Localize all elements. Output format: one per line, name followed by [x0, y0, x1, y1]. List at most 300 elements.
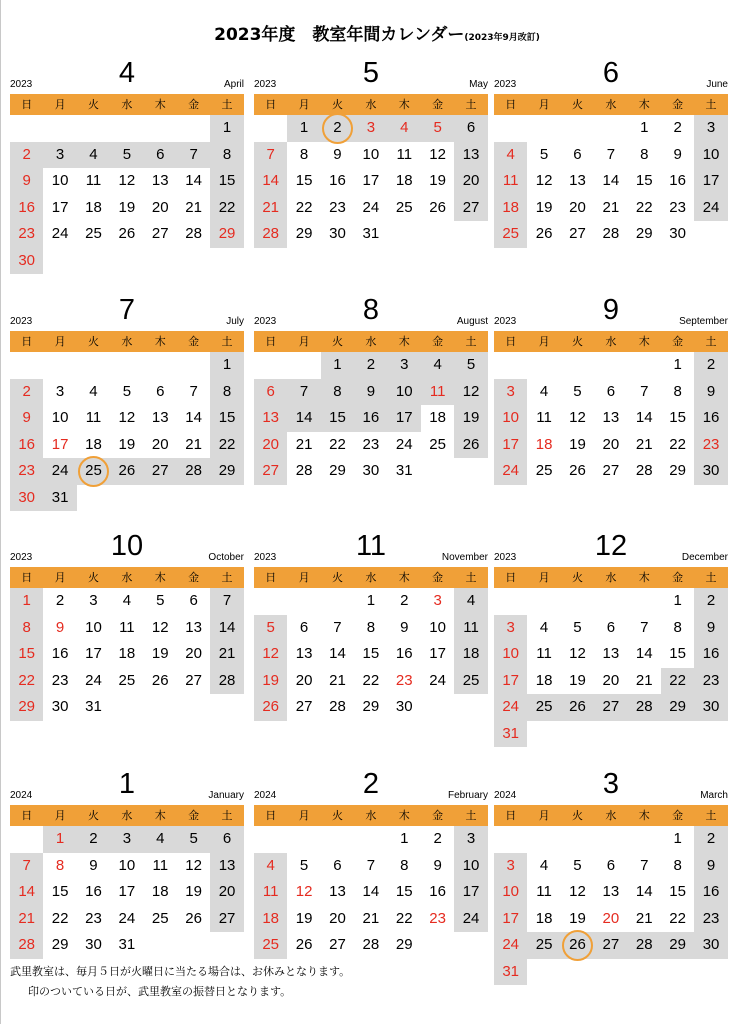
weekday-header-row [494, 331, 728, 352]
day-cell: 12 [151, 618, 169, 636]
month-header [494, 530, 728, 567]
day-cell: 18 [494, 195, 527, 222]
weekday-label: 土 [221, 335, 233, 348]
weekday-label: 月 [298, 98, 310, 111]
month-year: 2023 [494, 552, 517, 563]
day-cell: 10 [494, 405, 527, 432]
day-cell: 20 [602, 909, 620, 927]
day-cell: 14 [602, 172, 620, 189]
weekday-label: 火 [87, 571, 99, 584]
day-cell: 26 [429, 198, 446, 216]
empty-cell [494, 588, 527, 615]
day-cell: 5 [299, 856, 309, 874]
day-cell: 17 [362, 172, 380, 189]
day-cell: 19 [569, 909, 586, 927]
month-header [254, 768, 488, 805]
day-cell: 23 [429, 909, 446, 927]
day-cell: 29 [210, 458, 243, 485]
day-cell: 15 [669, 409, 686, 426]
empty-cell [110, 352, 143, 379]
day-cell: 21 [185, 198, 202, 216]
day-cell: 20 [295, 671, 313, 689]
day-cell: 17 [51, 435, 69, 453]
day-cell: 31 [85, 698, 102, 715]
weekday-label: 火 [571, 335, 583, 348]
day-cell: 30 [10, 248, 43, 275]
day-cell: 24 [362, 198, 380, 216]
empty-cell [77, 115, 110, 142]
day-cell: 25 [494, 221, 527, 248]
weekday-label: 木 [638, 571, 650, 584]
weekday-label: 木 [154, 335, 166, 348]
day-cell: 19 [151, 645, 169, 662]
day-cell: 13 [295, 645, 313, 662]
weekday-label: 水 [605, 335, 617, 348]
empty-cell [10, 826, 43, 853]
empty-cell [10, 115, 43, 142]
day-cell: 3 [494, 379, 527, 406]
day-cell: 2 [10, 142, 43, 169]
week-row [10, 879, 244, 906]
day-cell: 15 [10, 641, 43, 668]
week-row [254, 615, 488, 642]
month-number: 10 [110, 530, 144, 562]
month-year: 2023 [10, 552, 33, 563]
month-may [254, 57, 488, 248]
day-cell: 30 [669, 225, 686, 242]
weekday-label: 日 [21, 335, 33, 348]
day-cell: 17 [429, 645, 446, 662]
weekday-label: 火 [331, 335, 343, 348]
weekday-label: 月 [54, 809, 66, 822]
weekday-label: 月 [538, 335, 550, 348]
weekday-label: 木 [398, 335, 410, 348]
day-cell: 27 [329, 936, 346, 953]
month-number: 12 [594, 530, 628, 562]
day-cell: 6 [606, 618, 616, 636]
day-cell: 2 [77, 826, 110, 853]
weekday-label: 木 [398, 98, 410, 111]
day-grid [254, 588, 488, 721]
day-cell: 2 [10, 379, 43, 406]
month-year: 2023 [10, 79, 33, 90]
day-cell: 6 [333, 856, 342, 874]
day-cell: 29 [51, 936, 69, 953]
empty-cell [144, 485, 177, 512]
day-cell: 9 [694, 853, 727, 880]
day-cell: 12 [185, 856, 202, 874]
empty-cell [454, 932, 487, 959]
day-cell: 13 [151, 409, 169, 426]
day-cell: 24 [51, 225, 69, 242]
week-row [494, 405, 728, 432]
empty-cell [594, 826, 627, 853]
day-cell: 7 [254, 142, 287, 169]
weekday-label: 水 [365, 98, 377, 111]
weekday-label: 月 [54, 571, 66, 584]
day-grid [254, 115, 488, 248]
day-cell: 14 [287, 405, 320, 432]
month-name: March [700, 790, 728, 801]
day-cell: 8 [55, 856, 65, 874]
day-cell: 11 [536, 645, 552, 662]
weekday-label: 月 [298, 571, 310, 584]
day-cell: 14 [635, 645, 653, 662]
weekday-label: 火 [87, 98, 99, 111]
day-cell: 7 [366, 856, 376, 874]
weekday-label: 水 [121, 809, 133, 822]
week-row [254, 879, 488, 906]
day-cell: 20 [210, 879, 243, 906]
empty-cell [454, 221, 487, 248]
empty-cell [177, 352, 210, 379]
day-cell: 31 [494, 721, 527, 748]
empty-cell [177, 248, 210, 275]
day-cell: 19 [254, 668, 287, 695]
day-cell: 18 [535, 671, 553, 689]
day-cell: 10 [51, 172, 69, 189]
weekday-label: 金 [672, 809, 684, 822]
month-header [10, 768, 244, 805]
day-cell: 28 [602, 225, 620, 242]
weekday-label: 木 [638, 809, 650, 822]
month-march [494, 768, 728, 985]
day-cell: 8 [366, 618, 376, 636]
weekday-label: 月 [538, 98, 550, 111]
week-row [10, 379, 244, 406]
weekday-label: 金 [188, 98, 200, 111]
day-cell: 20 [151, 435, 169, 453]
day-cell: 3 [433, 592, 442, 609]
day-cell: 2 [673, 119, 682, 136]
day-cell: 1 [673, 830, 682, 847]
week-row [494, 168, 728, 195]
empty-cell [43, 248, 76, 275]
day-cell: 13 [254, 405, 287, 432]
weekday-label: 月 [538, 809, 550, 822]
weekday-label: 日 [505, 571, 517, 584]
day-cell: 9 [673, 145, 682, 163]
day-cell: 19 [454, 405, 487, 432]
day-cell: 30 [51, 698, 69, 715]
note-1: 武里教室は、毎月５日が火曜日に当たる場合は、お休みとなります。 [10, 965, 351, 978]
empty-cell [628, 352, 661, 379]
day-cell: 26 [185, 909, 202, 927]
weekday-label: 金 [432, 571, 444, 584]
day-cell: 11 [85, 172, 102, 189]
day-cell: 15 [395, 883, 413, 900]
day-cell: 17 [51, 198, 69, 216]
day-cell: 26 [118, 225, 136, 242]
week-row [10, 641, 244, 668]
day-cell: 11 [85, 409, 102, 426]
day-grid [494, 115, 728, 248]
day-cell: 7 [10, 853, 43, 880]
day-cell: 29 [10, 694, 43, 721]
day-cell: 29 [661, 694, 694, 721]
weekday-header-row [254, 805, 488, 826]
empty-cell [527, 721, 560, 748]
day-cell: 7 [640, 856, 649, 874]
day-cell: 21 [635, 909, 653, 927]
day-cell: 3 [55, 382, 65, 400]
month-name: April [223, 79, 244, 90]
week-row [10, 826, 244, 853]
day-grid [10, 826, 244, 959]
day-grid [254, 826, 488, 959]
day-cell-substitute: 26 [561, 932, 594, 959]
weekday-label: 木 [154, 571, 166, 584]
weekday-label: 土 [705, 571, 717, 584]
day-cell: 14 [185, 409, 202, 426]
day-cell: 4 [539, 618, 549, 636]
weekday-label: 土 [705, 809, 717, 822]
day-cell: 29 [210, 221, 243, 248]
weekday-label: 金 [432, 98, 444, 111]
week-row [254, 932, 488, 959]
empty-cell [527, 826, 560, 853]
day-cell: 15 [51, 883, 69, 900]
weekday-label: 土 [221, 98, 233, 111]
week-row [494, 826, 728, 853]
empty-cell [421, 694, 454, 721]
week-row [494, 879, 728, 906]
day-cell: 9 [10, 405, 43, 432]
day-cell: 18 [254, 906, 287, 933]
empty-cell [628, 959, 661, 986]
day-cell: 14 [254, 168, 287, 195]
day-cell: 25 [527, 932, 560, 959]
weekday-label: 火 [331, 98, 343, 111]
empty-cell [527, 588, 560, 615]
day-cell: 6 [210, 826, 243, 853]
month-november [254, 530, 488, 721]
month-year: 2024 [10, 790, 33, 801]
day-cell: 8 [673, 382, 682, 400]
day-cell: 6 [573, 145, 582, 163]
day-cell: 6 [606, 856, 616, 874]
week-row [254, 641, 488, 668]
day-cell: 18 [395, 172, 413, 189]
day-cell: 11 [454, 615, 487, 642]
week-row [494, 379, 728, 406]
week-row [494, 142, 728, 169]
day-cell: 11 [494, 168, 527, 195]
day-cell: 22 [395, 909, 413, 927]
day-cell: 29 [295, 225, 313, 242]
day-cell: 5 [573, 382, 582, 400]
day-cell: 16 [329, 172, 346, 189]
day-cell: 22 [635, 198, 653, 216]
day-cell: 24 [429, 671, 446, 689]
empty-cell [110, 694, 143, 721]
day-cell: 25 [151, 909, 169, 927]
day-cell: 24 [494, 932, 527, 959]
day-cell: 12 [569, 409, 586, 426]
empty-cell [527, 115, 560, 142]
day-cell: 20 [329, 909, 346, 927]
empty-cell [454, 694, 487, 721]
day-cell: 27 [254, 458, 287, 485]
day-cell: 15 [210, 168, 243, 195]
day-cell: 8 [321, 379, 354, 406]
weekday-label: 月 [298, 335, 310, 348]
weekday-header-row [494, 94, 728, 115]
day-cell: 5 [539, 145, 549, 163]
day-cell: 30 [329, 225, 346, 242]
day-cell: 13 [602, 645, 620, 662]
day-cell: 9 [694, 615, 727, 642]
week-row [494, 615, 728, 642]
day-cell: 5 [573, 618, 582, 636]
day-cell: 6 [144, 142, 177, 169]
month-number: 1 [118, 768, 136, 800]
day-cell: 14 [362, 883, 380, 900]
day-cell: 1 [10, 588, 43, 615]
weekday-label: 日 [265, 809, 277, 822]
empty-cell [421, 932, 454, 959]
week-row [494, 906, 728, 933]
empty-cell [628, 721, 661, 748]
day-cell: 19 [535, 198, 553, 216]
day-cell: 12 [254, 641, 287, 668]
day-cell: 21 [210, 641, 243, 668]
weekday-label: 金 [188, 809, 200, 822]
day-cell: 11 [421, 379, 454, 406]
month-july [10, 294, 244, 511]
day-cell: 23 [669, 198, 686, 216]
day-cell: 1 [210, 352, 243, 379]
week-row [254, 826, 488, 853]
month-name: November [441, 552, 488, 563]
day-cell: 3 [494, 853, 527, 880]
day-cell: 18 [85, 435, 102, 453]
day-cell: 10 [494, 641, 527, 668]
week-row [254, 221, 488, 248]
day-cell: 7 [189, 382, 198, 400]
empty-cell [210, 932, 243, 959]
day-cell: 2 [694, 352, 727, 379]
day-cell: 28 [628, 932, 661, 959]
day-cell: 8 [210, 142, 243, 169]
weekday-label: 金 [672, 571, 684, 584]
day-cell: 5 [110, 142, 143, 169]
empty-cell [144, 248, 177, 275]
week-row [254, 115, 488, 142]
weekday-label: 月 [298, 809, 310, 822]
weekday-label: 火 [331, 809, 343, 822]
empty-cell [144, 115, 177, 142]
day-cell: 17 [388, 405, 421, 432]
week-row [10, 168, 244, 195]
weekday-label: 火 [331, 571, 343, 584]
day-cell: 1 [366, 592, 376, 609]
day-cell: 26 [151, 671, 169, 689]
week-row [254, 142, 488, 169]
week-row [494, 432, 728, 459]
week-row [254, 379, 488, 406]
day-cell: 30 [362, 462, 380, 479]
day-cell: 25 [527, 694, 560, 721]
weekday-label: 日 [265, 571, 277, 584]
weekday-label: 日 [505, 335, 517, 348]
weekday-label: 日 [21, 98, 33, 111]
day-cell: 18 [429, 409, 446, 426]
empty-cell [661, 959, 694, 986]
weekday-label: 火 [87, 335, 99, 348]
month-number: 3 [602, 768, 620, 800]
day-cell: 23 [694, 668, 727, 695]
day-cell: 18 [454, 641, 487, 668]
day-cell: 20 [151, 198, 169, 216]
day-cell: 4 [539, 856, 549, 874]
day-cell: 25 [395, 198, 413, 216]
day-cell: 21 [185, 435, 202, 453]
empty-cell [144, 352, 177, 379]
empty-cell [594, 721, 627, 748]
week-row [10, 221, 244, 248]
day-cell: 19 [429, 172, 446, 189]
week-row [10, 588, 244, 615]
month-number: 8 [362, 294, 380, 326]
day-cell: 13 [185, 618, 202, 636]
day-cell: 29 [661, 932, 694, 959]
day-cell: 3 [694, 115, 727, 142]
month-header [10, 530, 244, 567]
day-cell: 3 [454, 826, 487, 853]
day-cell: 14 [329, 645, 346, 662]
day-cell-substitute: 2 [321, 115, 354, 142]
day-cell: 11 [536, 883, 552, 900]
day-cell: 11 [396, 145, 413, 163]
weekday-header-row [254, 331, 488, 352]
week-row [254, 588, 488, 615]
day-cell: 9 [400, 618, 409, 636]
day-cell: 31 [494, 959, 527, 986]
month-number: 5 [362, 57, 380, 89]
month-name: July [226, 316, 244, 327]
month-name: August [456, 316, 488, 327]
day-cell: 27 [594, 932, 627, 959]
day-cell: 30 [694, 932, 727, 959]
day-cell: 28 [254, 221, 287, 248]
month-name: December [681, 552, 728, 563]
day-cell: 19 [295, 909, 313, 927]
day-cell: 22 [661, 668, 694, 695]
day-cell: 24 [454, 906, 487, 933]
day-cell: 28 [185, 225, 202, 242]
day-cell: 20 [254, 432, 287, 459]
day-cell: 25 [118, 671, 136, 689]
week-row [10, 668, 244, 695]
day-cell: 30 [10, 485, 43, 512]
day-cell: 4 [144, 826, 177, 853]
weekday-label: 土 [221, 809, 233, 822]
month-number: 9 [602, 294, 620, 326]
empty-cell [287, 352, 320, 379]
day-cell: 21 [254, 195, 287, 222]
day-cell: 23 [395, 671, 413, 689]
day-cell: 29 [669, 462, 686, 479]
day-cell: 13 [151, 172, 169, 189]
empty-cell [561, 959, 594, 986]
empty-cell [561, 588, 594, 615]
day-cell: 8 [210, 379, 243, 406]
day-cell: 1 [673, 592, 682, 609]
day-grid [10, 115, 244, 274]
day-cell: 5 [454, 352, 487, 379]
day-cell: 4 [254, 853, 287, 880]
